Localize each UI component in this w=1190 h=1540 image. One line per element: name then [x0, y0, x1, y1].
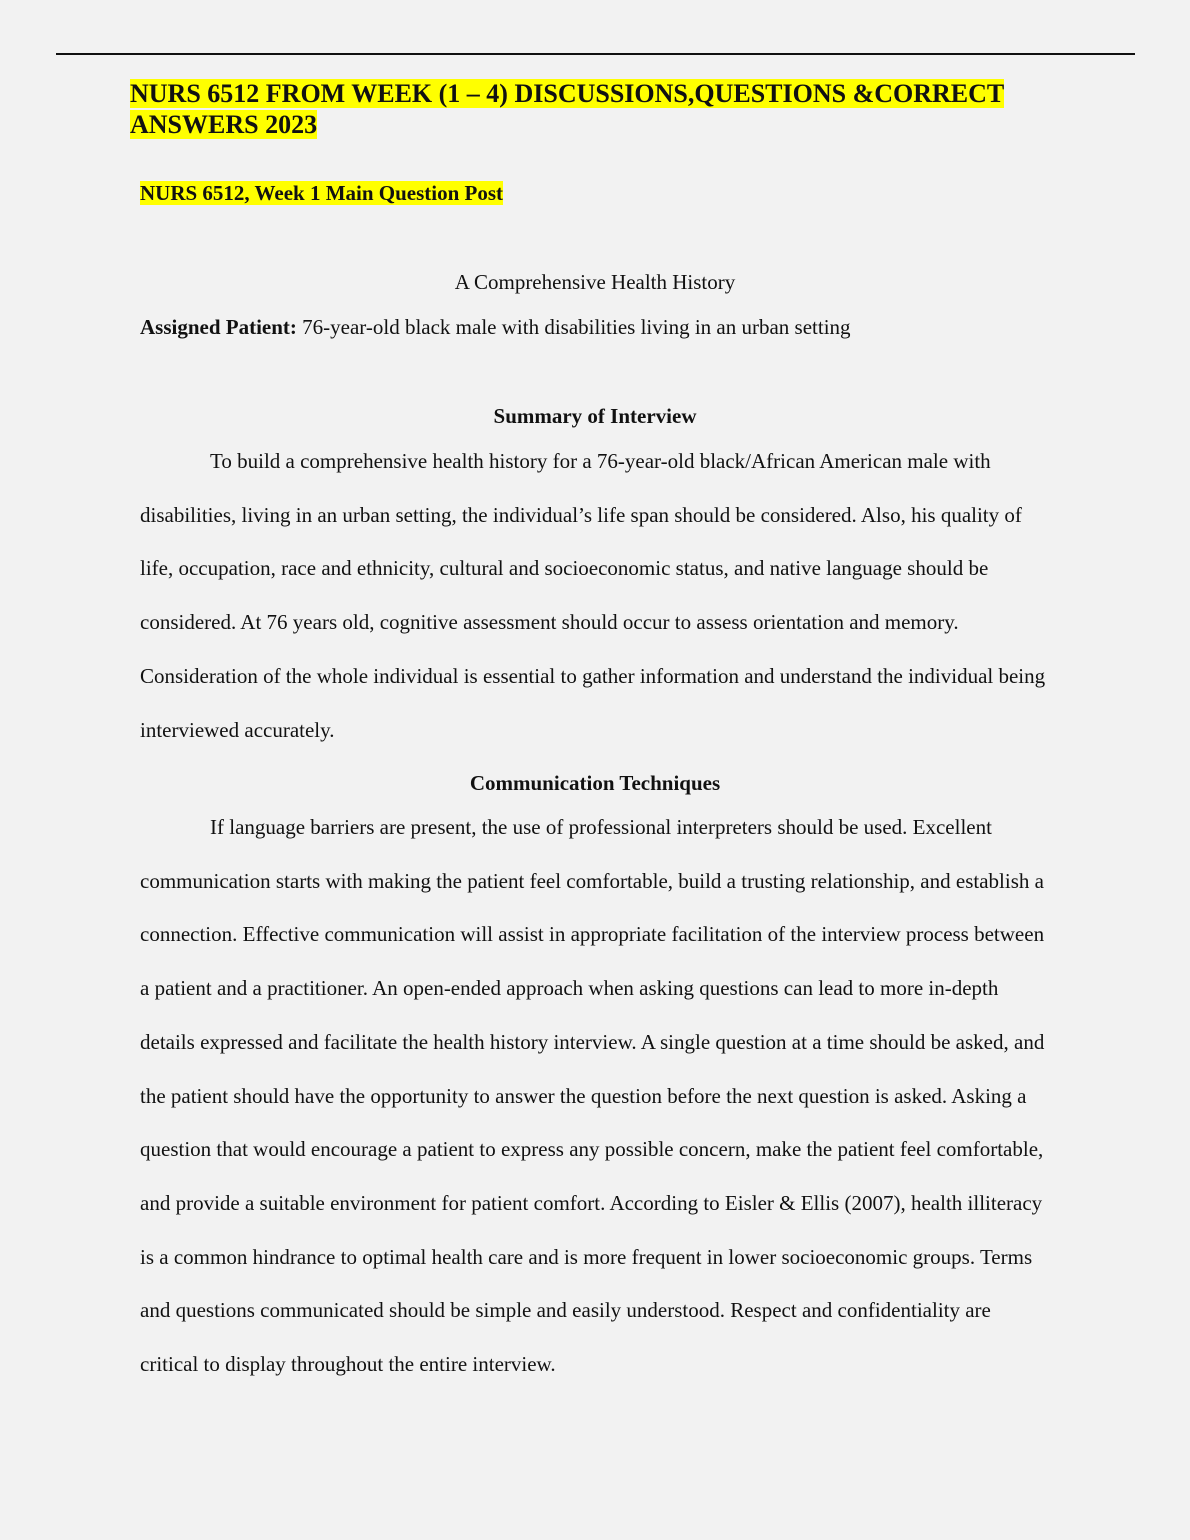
section-paragraph-summary: To build a comprehensive health history for a 76-year-old black/African American male with disabilities, living in an urban setting, the individual’s life span should be considered. Also, his quality of life, occupation, race and ethnicity, cultural and socioeconomic status, and native language should be considered. At 76 years old, cognitive assessment should occur to assess orientation and memory. Consideration of the whole individual is essential to gather information and understand the individual being interviewed accurately.: [140, 449, 1046, 742]
week-heading: [140, 179, 503, 207]
document-title-text: NURS 6512 FROM WEEK (1 – 4) DISCUSSIONS,QUESTIONS &CORRECT ANSWERS 2023: [130, 79, 1005, 139]
assigned-patient-value: 76-year-old black male with disabilities living in an urban setting: [296, 315, 851, 339]
document-title: [130, 78, 1070, 140]
section-paragraph-communication: If language barriers are present, the use of professional interpreters should be used. Excellent communication starts with making the patient feel comfortable, build a trusting relationship, and establish a connection. Effective communication will assist in appropriate facilitation of the interview process between a patient and a practitioner. An open-ended approach when asking questions can lead to more in-depth details expressed and facilitate the health history interview. A single question at a time should be asked, and the patient should have the opportunity to answer the question before the next question is asked. Asking a question that would encourage a patient to express any possible concern, make the patient feel comfortable, and provide a suitable environment for patient comfort. According to Eisler & Ellis (2007), health illiteracy is a common hindrance to optimal health care and is more frequent in lower socioeconomic groups. Terms and questions communicated should be simple and easily understood. Respect and confidentiality are critical to display throughout the entire interview.: [140, 815, 1045, 1377]
assigned-patient-label: Assigned Patient:: [140, 315, 297, 339]
week-heading-text: NURS 6512, Week 1 Main Question Post: [140, 181, 504, 205]
section-heading-communication: Communication Techniques: [469, 771, 721, 795]
assigned-patient-line: [140, 313, 851, 341]
section-heading-summary: Summary of Interview: [493, 404, 697, 428]
top-horizontal-rule: [56, 53, 1135, 55]
document-subtitle: A Comprehensive Health History: [454, 270, 736, 294]
